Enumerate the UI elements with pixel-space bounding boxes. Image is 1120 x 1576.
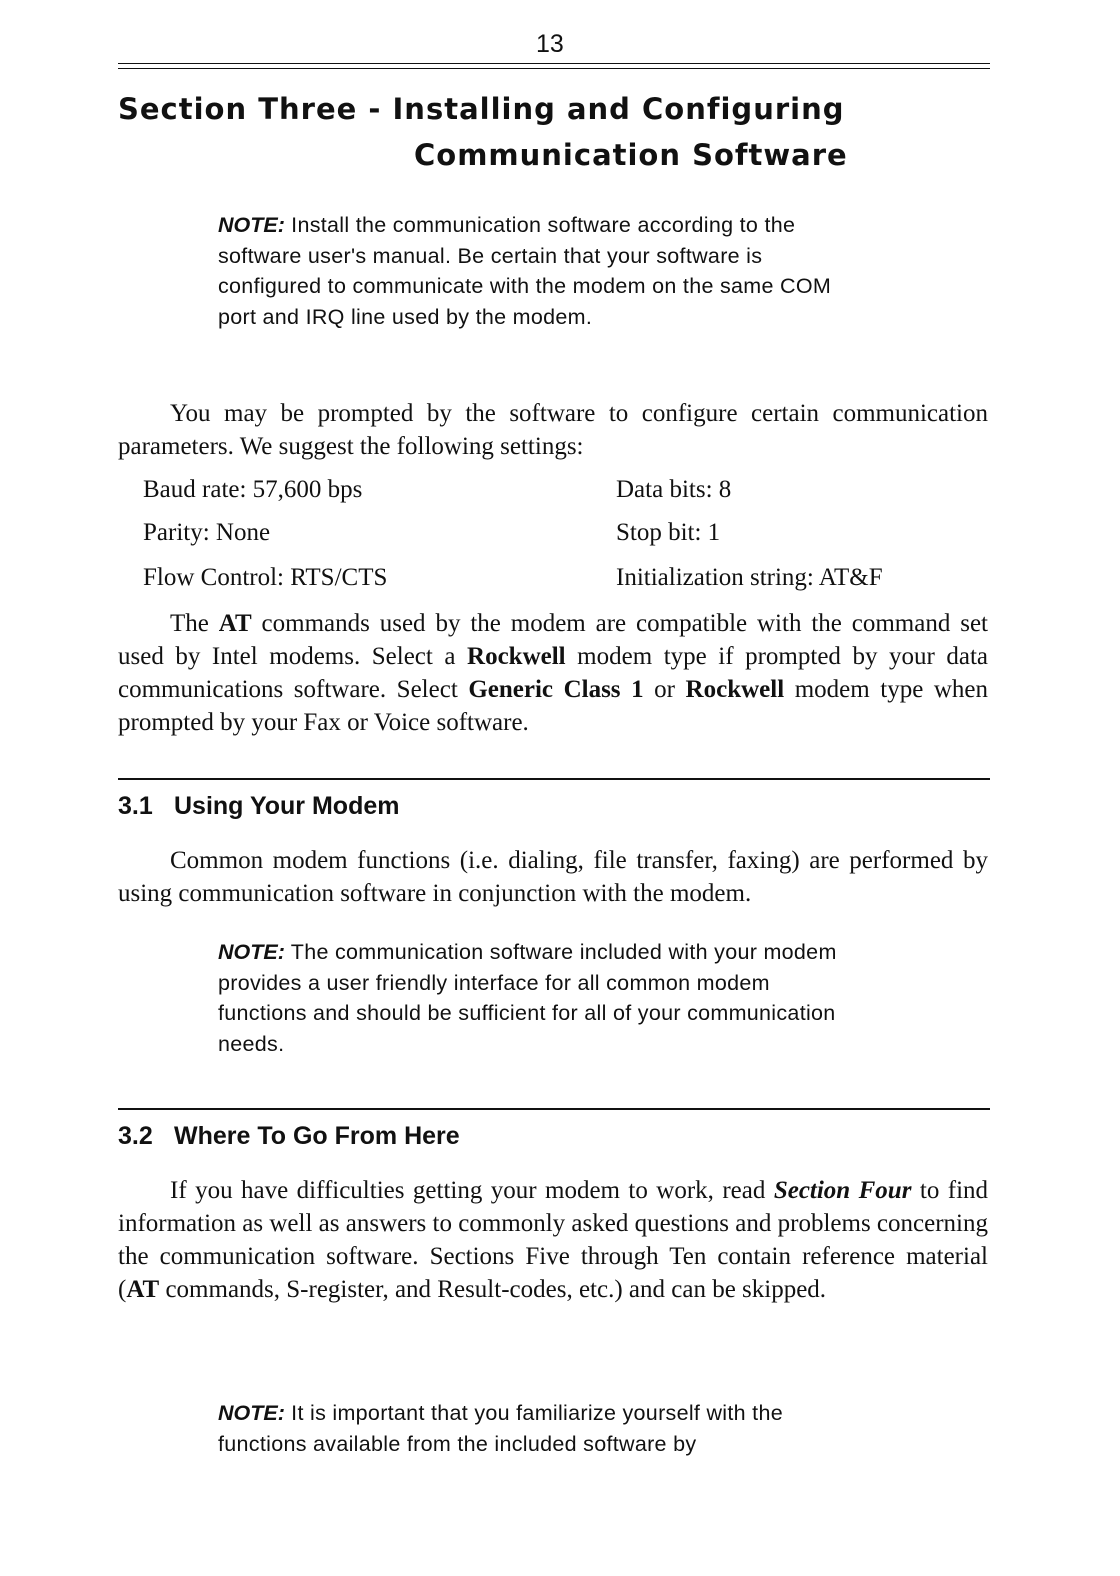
note-software	[218, 937, 858, 1059]
section-3-2-text-3: commands, S-register, and Result-codes, etc.) and can be skipped.	[159, 1276, 827, 1303]
section-3-1-rule	[118, 778, 990, 780]
compat-bold-generic: Generic Class 1	[468, 676, 644, 703]
note-label: NOTE:	[218, 940, 285, 964]
section-3-2-number: 3.2	[118, 1122, 153, 1150]
section-3-1-text: Common modem functions (i.e. dialing, file transfer, faxing) are performed by using communication software in conjunction with the modem.	[118, 847, 988, 907]
note-label: NOTE:	[218, 1401, 285, 1425]
intro-text: You may be prompted by the software to configure certain communication parameters. We suggest the following settings:	[118, 400, 988, 460]
section-3-2-paragraph	[118, 1174, 988, 1306]
setting-flow-control: Flow Control: RTS/CTS	[143, 564, 388, 591]
section-3-2-heading	[118, 1122, 460, 1151]
section-title-line1: Section Three - Installing and Configuring	[118, 92, 845, 126]
section-title-line2: Communication Software	[414, 138, 848, 172]
compat-text-5: modem type when prompted by your Fax or Voice software.	[118, 676, 989, 736]
section-3-2-text-1: If you have difficulties getting your modem to work, read	[170, 1177, 774, 1204]
compat-text-4: or	[643, 676, 686, 703]
note-text: It is important that you familiarize yourself with the functions available from the included software by	[218, 1401, 783, 1456]
intro-paragraph	[118, 397, 988, 463]
header-rule-top	[118, 63, 990, 64]
compat-text-3: modem type if prompted by your data communications software. Select	[118, 643, 988, 703]
setting-parity: Parity: None	[143, 519, 271, 546]
setting-baud-rate: Baud rate: 57,600 bps	[143, 476, 363, 503]
compat-bold-at: AT	[218, 610, 252, 637]
section-3-1-paragraph	[118, 844, 988, 910]
compat-bold-rockwell: Rockwell	[467, 643, 566, 670]
note-familiarize	[218, 1398, 858, 1459]
section-3-2-text-2: to find information as well as answers to commonly asked questions and problems concerning the communication software. Sections Five through Ten contain reference material (	[118, 1177, 989, 1303]
compatibility-paragraph	[118, 607, 988, 739]
section-3-2-bold-at: AT	[126, 1276, 160, 1303]
section-3-2-rule	[118, 1108, 990, 1110]
note-text: The communication software included with your modem provides a user friendly interface for all common modem functions and should be sufficient for all of your communication needs.	[218, 940, 837, 1056]
header-rule-bottom	[118, 68, 990, 69]
note-label: NOTE:	[218, 213, 285, 237]
setting-stop-bit: Stop bit: 1	[616, 519, 721, 546]
page-number: 13	[536, 30, 564, 58]
section-3-1-title: Using Your Modem	[174, 792, 400, 820]
note-text: Install the communication software according to the software user's manual. Be certain that your software is configured to communicate with the modem on the same COM port and IRQ line used by the modem.	[218, 213, 832, 329]
section-four-reference: Section Four	[773, 1177, 912, 1204]
setting-data-bits: Data bits: 8	[616, 476, 732, 503]
compat-text-1: The	[170, 610, 219, 637]
note-install	[218, 210, 858, 332]
section-3-1-number: 3.1	[118, 792, 153, 820]
section-3-1-heading	[118, 792, 399, 821]
section-3-2-title: Where To Go From Here	[174, 1122, 460, 1150]
compat-bold-rockwell-2: Rockwell	[685, 676, 785, 703]
compat-text-2: commands used by the modem are compatible with the command set used by Intel modems. Select a	[118, 610, 988, 670]
setting-init-string: Initialization string: AT&F	[616, 564, 883, 591]
